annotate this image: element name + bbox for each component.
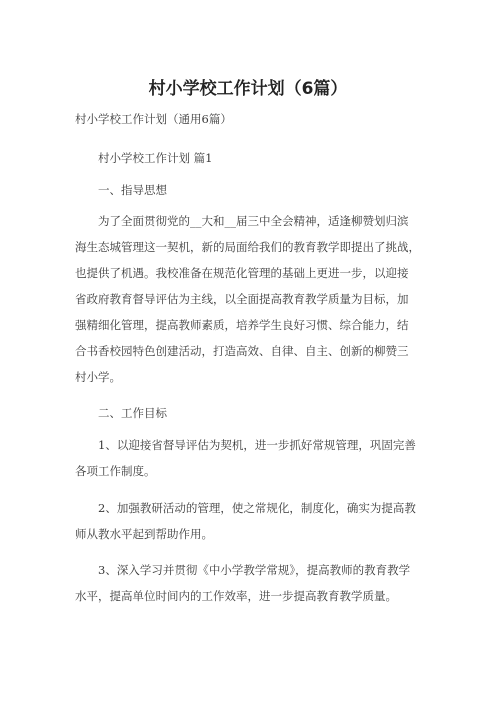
paragraph-line: 省政府教育督导评估为主线，以全面提高教育教学质量为目标，加 [75,292,409,306]
goal-line: 师从教水平起到帮助作用。 [75,527,213,541]
goal-line: 各项工作制度。 [75,464,156,478]
goal-line: 2、加强教研活动的管理，使之常规化，制度化，确实为提高教 [98,501,416,515]
paragraph-line: 也提供了机遇。我校准备在规范化管理的基础上更进一步，以迎接 [75,266,409,280]
paragraph-line: 海生态城管理这一契机，新的局面给我们的教育教学即提出了挑战， [75,240,420,254]
document-subtitle: 村小学校工作计划（通用6篇） [75,112,232,126]
part2-heading: 二、工作目标 [98,406,167,420]
paragraph-line: 强精细化管理，提高教师素质，培养学生良好习惯、综合能力，结 [75,318,409,332]
paragraph-line: 合书香校园特色创建活动，打造高效、自律、自主、创新的柳赞三 [75,344,409,358]
paragraph-line: 村小学。 [75,370,121,384]
goal-line: 1、以迎接省督导评估为契机，进一步抓好常规管理，巩固完善 [98,438,416,452]
part1-heading: 一、指导思想 [98,183,167,197]
goal-line: 3、深入学习并贯彻《中小学教学常规》，提高教师的教育教学 [98,563,411,577]
document-title: 村小学校工作计划（6篇） [148,79,348,99]
goal-line: 水平，提高单位时间内的工作效率，进一步提高教育教学质量。 [75,589,397,603]
section-heading: 村小学校工作计划 篇1 [98,151,213,165]
paragraph-line: 为了全面贯彻党的__大和__届三中全会精神，适逢柳赞划归滨 [98,214,409,228]
